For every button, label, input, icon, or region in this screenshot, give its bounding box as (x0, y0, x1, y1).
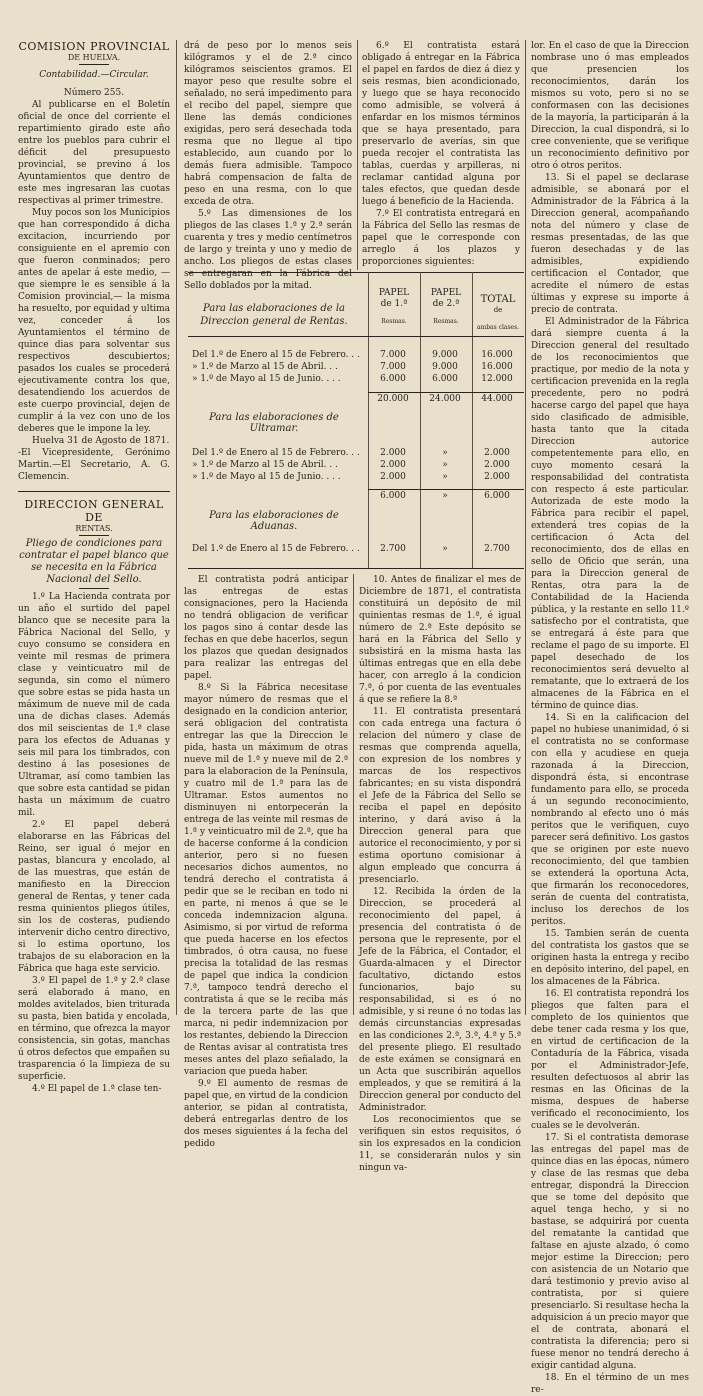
commission-title: COMISION PROVINCIAL (18, 40, 170, 53)
row-papel-1: 2.000 (380, 448, 406, 458)
sum-total: 44.000 (481, 394, 513, 404)
header-papel-2: PAPEL de 2.ª Resmas. (430, 288, 462, 325)
condition-16: 16. El contratista repondrá los pliegos que falten para el completo de los quinientos que debe tener cada resma y los que, en virtud de certificacion de la Contaduría de la Fábrica, visada por el Administrador-Jefe, resulten defectuosos al abrir las resmas en las Oficinas de la misma, despues de haberse verificado el reconocimiento, los cuales se le devolverán. (531, 989, 689, 1131)
condition-7: 7.º El contratista entregará en la Fábrica del Sello las resmas de papel que le corresponde con arreglo á los plazos y proporciones siguientes: (362, 209, 520, 267)
condition-13-b: El Administrador de la Fábrica dará siempre cuenta á la Direccion general del resultado de los reconocimientos que practique, por medio de la nota y certificacion prevenida en la regla precedente, pero no podrá hacerse cargo del papel que haya sido clasificado de admisible, hasta tanto que la citada Direccion autorice competentemente para ello, en cuyo momento cesará la responsabilidad del contratista con respecto á este particular. Autorizada de este modo la Fábrica para recibir el papel, extenderá tres copias de la certificacion ó Acta del reconocimiento, dos de ellas en sello de Oficio que serán, una para la Direccion general de Rentas, otra para la de Contabilidad de la Hacienda pública, y la restante en sello 11.º satisfecho por el contratista, que se entregará á éste para que reclame el pago de su importe. El papel desechado de los reconocimientos será devuelto al rematante, que lo extraerá de los almacenes de la Fábrica en el término de quince dias. (531, 317, 689, 711)
table-row (188, 350, 524, 362)
direction-title: DIRECCION GENERAL DE (24, 498, 164, 524)
column-1 (18, 40, 170, 1095)
condition-15: 15. Tambien serán de cuenta del contratista los gastos que se originen hasta la entrega y recibo en depósito interino, del papel, en los almacenes de la Fábrica. (531, 929, 689, 987)
row-period: Del 1.º de Enero al 15 de Febrero. . . (192, 448, 360, 458)
table-top-rule (188, 272, 524, 273)
row-period: Del 1.º de Enero al 15 de Febrero. . . (192, 544, 360, 554)
condition-10: 10. Antes de finalizar el mes de Diciembre de 1871, el contratista constituirá un depósito de mil quinientas resmas de 1.ª, é igual número de 2.ª Este depósito se hará en la Fábrica del Sello y subsistirá en la misma hasta las últimas entregas que en ella debe hacer, con arreglo á la condicion 7.ª, ó por cuenta de las eventuales á que se refiere la 8.ª (359, 575, 521, 705)
row-papel-1: 2.700 (380, 544, 406, 554)
anticipate-text: El contratista podrá anticipar las entregas de estas consignaciones, pero la Hacienda no tendrá obligacion de verificar los pagos sino á contar desde las fechas en que debe hacerlos, segun los plazos que quedan designados para realizar las entregas del papel. (184, 575, 348, 681)
divider (79, 64, 109, 65)
condition-5: 5.º Las dimensiones de los pliegos de las clases 1.ª y 2.ª serán cuarenta y tres y medio centímetros de largo y treinta y uno y medio de ancho. Los pliegos de estas clases se entregaran en la Fábrica del Sello doblados por la mitad. (184, 209, 352, 291)
section-title: Contabilidad.—Circular. (39, 70, 149, 80)
row-papel-1: 7.000 (380, 350, 406, 360)
row-total: 16.000 (481, 350, 513, 360)
column-4 (531, 40, 689, 1396)
commission-subtitle: DE HUELVA. (67, 53, 121, 62)
column-2-upper (184, 40, 352, 292)
column-3-lower (359, 574, 521, 1174)
sum-papel-1: 6.000 (380, 491, 406, 501)
notice-signature: -El Vicepresidente, Gerónimo Martin.—El Secretario, A. G. Clemencin. (18, 448, 170, 482)
row-papel-2: » (442, 460, 448, 470)
row-papel-2: 6.000 (432, 374, 458, 384)
table-row (188, 362, 524, 374)
condition-4-cont: drá de peso por lo menos seis kilógramos y el de 2.ª cinco kilógramos seiscientos gramos. El mayor peso que resulte sobre el señalado, no será impedimento para el recibo del papel, siempre que llene las demás condiciones exigidas, pero será desechada toda resma que no llegue al tipo establecido, aun cuando por lo demás fuera admisible. Tampoco habrá compensacion de falta de peso en una resma, con lo que exceda de otra. (184, 41, 352, 207)
condition-18: 18. En el término de un mes re- (531, 1373, 689, 1395)
sum-rule (368, 489, 524, 490)
table-row (188, 448, 524, 460)
row-papel-1: 2.000 (380, 472, 406, 482)
row-total: 16.000 (481, 362, 513, 372)
condition-4: 4.º El papel de 1.ª clase ten- (32, 1084, 162, 1094)
table-row (188, 460, 524, 472)
condition-2: 2.º El papel deberá elaborarse en las Fábricas del Reino, ser igual ó mejor en pastas, blancura y encolado, al de las muestras, que están de manifiesto en la Direccion general de Rentas, y tener cada resma quinientos pliegos útiles, sin los de costeras, pudiendo intervenir dicho centro directivo, si lo estima oportuno, los trabajos de su elaboracion en la Fábrica que haga este servicio. (18, 820, 170, 974)
section-aduanas: Para las elaboraciones de Aduanas. (209, 510, 339, 532)
condition-12: 12. Recibida la órden de la Direccion, se procederá al reconocimiento del papel, á presencia del contratista ó de persona que le represente, por el Jefe de la Fábrica, el Contador, el Guarda-almacen y el Director facultativo, dictando estos funcionarios, bajo su responsabilidad, si es ó no admisible, y si reune ó no todas las demás circunstancias expresadas en las condiciones 2.ª, 3.ª, 4.ª y 5.ª del presente pliego. El resultado de este exámen se consignará en un Acta que suscribirán aquellos empleados, y que se remitirá á la Direccion general por conducto del Administrador. (359, 887, 521, 1113)
sum-papel-1: 20.000 (377, 394, 409, 404)
notice-body-2: Muy pocos son los Municipios que han correspondido á dicha excitacion, incurriendo por consiguiente en el apremio con que fueron conminados; pero antes de apelar á este medio, —que siempre le es sensible á la Comision provincial,— la misma ha resuelto, por equidad y ultima vez, conceder á los Ayuntamientos el término de quince dias para solventar sus respectivos descubiertos; pasados los cuales se procederá ejecutivamente contra los que, desatendiendo los acuerdos de este cuerpo provincial, dejen de cumplir á la vez con uno de los deberes que le impone la ley. (18, 208, 170, 434)
column-rule (353, 574, 354, 1015)
row-period: Del 1.º de Enero al 15 de Febrero. . . (192, 350, 360, 360)
condition-13: 13. Si el papel se declarase admisible, se abonará por el Administrador de la Fábrica á la Direccion general, acompañando nota del número y clase de resmas presentadas, de las que fueron desechadas y de las admisibles, expidiendo certificacion el Contador, que acredite el número de estas últimas y exprese su importe á precio de contrata. (531, 173, 689, 315)
row-period: » 1.º de Marzo al 15 de Abril. . . (192, 362, 338, 372)
header-total: TOTAL de ambas clases. (476, 294, 520, 331)
row-period: » 1.º de Marzo al 15 de Abril. . . (192, 460, 338, 470)
row-papel-1: 2.000 (380, 460, 406, 470)
column-rule (357, 40, 358, 270)
divider (79, 588, 109, 589)
column-rule (176, 40, 177, 1015)
header-papel-1: PAPEL de 1.ª Resmas. (378, 288, 410, 325)
pliego-title: Pliego de condiciones para contratar el papel blanco que se necesita en la Fábrica Nacional del Sello. (19, 538, 169, 585)
row-papel-2: » (442, 472, 448, 482)
row-total: 2.700 (484, 544, 510, 554)
row-total: 2.000 (484, 460, 510, 470)
row-papel-2: » (442, 448, 448, 458)
sum-total: 6.000 (484, 491, 510, 501)
sum-papel-2: » (442, 491, 448, 501)
column-rule (525, 40, 526, 1015)
table-row (188, 544, 524, 556)
row-papel-2: 9.000 (432, 350, 458, 360)
col4-cont: lor. En el caso de que la Direccion nombrase uno ó mas empleados que presencien los reconocimientos, darán los mismos su voto, pero si no se conformasen con las decisiones de la mayoría, la participarán á la Direccion, la cual dispondrá, si lo cree conveniente, que se verifique un reconocimiento definitivo por otro ó otros peritos. (531, 41, 689, 171)
notice-date: Huelva 31 de Agosto de 1871. (32, 436, 170, 446)
section-ultramar: Para las elaboraciones de Ultramar. (209, 412, 339, 434)
row-total: 12.000 (481, 374, 513, 384)
sum-papel-2: 24.000 (429, 394, 461, 404)
section-rentas: Para las elaboraciones de la Direccion general de Rentas. (200, 303, 348, 327)
table-header-rule (188, 336, 524, 337)
row-period: » 1.º de Mayo al 15 de Junio. . . . (192, 374, 341, 384)
table-bottom-rule (188, 568, 524, 569)
condition-3: 3.º El papel de 1.ª y 2.ª clase será elaborado á mano, en moldes avitelados, bien triturada su pasta, bien batida y encolada, en término, que ofrezca la mayor consistencia, sin gotas, manchas ú otros defectos que empañen su trasparencia ó la limpieza de su superficie. (18, 976, 170, 1082)
condition-12-b: Los reconocimientos que se verifiquen sin estos requisitos, ó sin los expresados en la condicion 11, se considerarán nulos y sin ningun va- (359, 1115, 521, 1173)
condition-11: 11. El contratista presentará con cada entrega una factura ó relacion del número y clase de resmas que comprenda aquella, con expresion de los nombres y marcas de los respectivos fabricantes; en su vista dispondrá el Jefe de la Fábrica del Sello se reciba el papel en depósito interino, y dará aviso á la Direccion general para que autorice el reconocimiento, y por si estima oportuno comisionar á algun empleado que concurra á presenciarlo. (359, 707, 521, 885)
condition-8: 8.º Si la Fábrica necesitase mayor número de resmas que el designado en la condicion anterior, será obligacion del contratista entregar las que la Direccion le pida, hasta un máximum de otras nueve mil de 1.ª y nueve mil de 2.ª para la elaboracion de la Península, y cuatro mil de 1.ª para las de Ultramar. Estos aumentos no disminuyen ni entorpecerán la entrega de las veinte mil resmas de 1.ª y veinticuatro mil de 2.ª, que ha de hacerse conforme á la condicion anterior, pero si no fuesen necesarios dichos aumentos, no tendrá derecho el contratista á pedir que se le reciban en todo ni en parte, ni menos á que se le conceda indemnizacion alguna. Asimismo, si por virtud de reforma que pueda hacerse en los efectos timbrados, ó otra causa, no fuese precisa la totalidad de las resmas de papel que indica la condicion 7.ª, tampoco tendrá derecho el contratista á que se le reciba más de la tercera parte de las que marca, ni pedir indemnizacion por los restantes, debiendo la Direccion de Rentas avisar al contratista tres meses antes del plazo señalado, la variacion que pueda haber. (184, 683, 348, 1077)
row-total: 2.000 (484, 448, 510, 458)
condition-6: 6.º El contratista estará obligado á entregar en la Fábrica el papel en fardos de diez á diez y seis resmas, bien acondicionado, y luego que se haya reconocido como admisible, se volverá á enfardar en los mismos términos que se haya presentado, para preservarlo de averías, sin que pueda recojer el contratista las tablas, cuerdas y arpilleras, ni reclamar cantidad alguna por tales efectos, que quedan desde luego á beneficio de la Hacienda. (362, 41, 520, 207)
row-papel-1: 7.000 (380, 362, 406, 372)
column-2-lower (184, 574, 348, 1150)
condition-14: 14. Si en la calificacion del papel no hubiese unanimidad, ó si el contratista no se conformase con ella y acudiese en queja razonada á la Direccion, dispondrá ésta, si encontrase fundamento para ello, se proceda á un segundo reconocimiento, nombrando al efecto uno ó más peritos que le verifiquen, cuyo parecer será definitivo. Los gastos que se originen por este nuevo reconocimiento, del que tambien se extenderá la oportuna Acta, que firmarán los reconocedores, serán de cuenta del contratista, incluso los derechos de los peritos. (531, 713, 689, 927)
row-period: » 1.º de Mayo al 15 de Junio. . . . (192, 472, 341, 482)
condition-1: 1.º La Hacienda contrata por un año el surtido del papel blanco que se necesite para la Fábrica Nacional del Sello, y cuyo consumo se considera en veinte mil resmas de primera clase y veinticuatro mil de segunda, sin como el número que sobre estas se pida hasta un máximum de nueve mil de cada una de dichas clases. Además dos mil seiscientas de 1.ª clase para los efectos de Aduanas y seis mil para los timbrados, con destino á las posesiones de Ultramar, así como tambien las que sobre esta cantidad se pidan hasta un máximum de cuatro mil. (18, 592, 170, 818)
condition-9: 9.º El aumento de resmas de papel que, en virtud de la condicion anterior, se pidan al contratista, deberá entregarlas dentro de los dos meses siguientes á la fecha del pedido (184, 1079, 348, 1149)
row-papel-2: » (442, 544, 448, 554)
row-total: 2.000 (484, 472, 510, 482)
column-3-upper (362, 40, 520, 268)
row-papel-2: 9.000 (432, 362, 458, 372)
table-row (188, 374, 524, 386)
delivery-table (188, 272, 524, 572)
section-rule (18, 491, 170, 492)
notice-body: Al publicarse en el Boletín oficial de once del corriente el repartimiento girado este año entre los pueblos para cubrir el déficit del presupuesto provincial, se previno á los Ayuntamientos que dentro de este mes ingresaran las cuotas respectivas al primer trimestre. (18, 100, 170, 206)
condition-17: 17. Si el contratista demorase las entregas del papel mas de quince dias en las épocas, número y clase de las resmas que deba entregar, dispondrá la Direccion que se tome del depósito que aquel tenga hecho, y si no bastase, se adquirirá por cuenta del rematante la cantidad que faltase en ajuste alzado, ó como mejor estime la Direccion; pero con asistencia de un Notario que dará testimonio y previo aviso al contratista, por si quiere presenciarlo. Si resultase hecha la adquisicion á un precio mayor que el de contrata, abonará el contratista la diferencia; pero si fuese menor no tendrá derecho á exigir cantidad alguna. (531, 1133, 689, 1371)
direction-subtitle: RENTAS. (75, 524, 113, 533)
divider (79, 535, 109, 536)
notice-number: Número 255. (63, 88, 125, 98)
table-row (188, 472, 524, 484)
row-papel-1: 6.000 (380, 374, 406, 384)
sum-rule (368, 392, 524, 393)
